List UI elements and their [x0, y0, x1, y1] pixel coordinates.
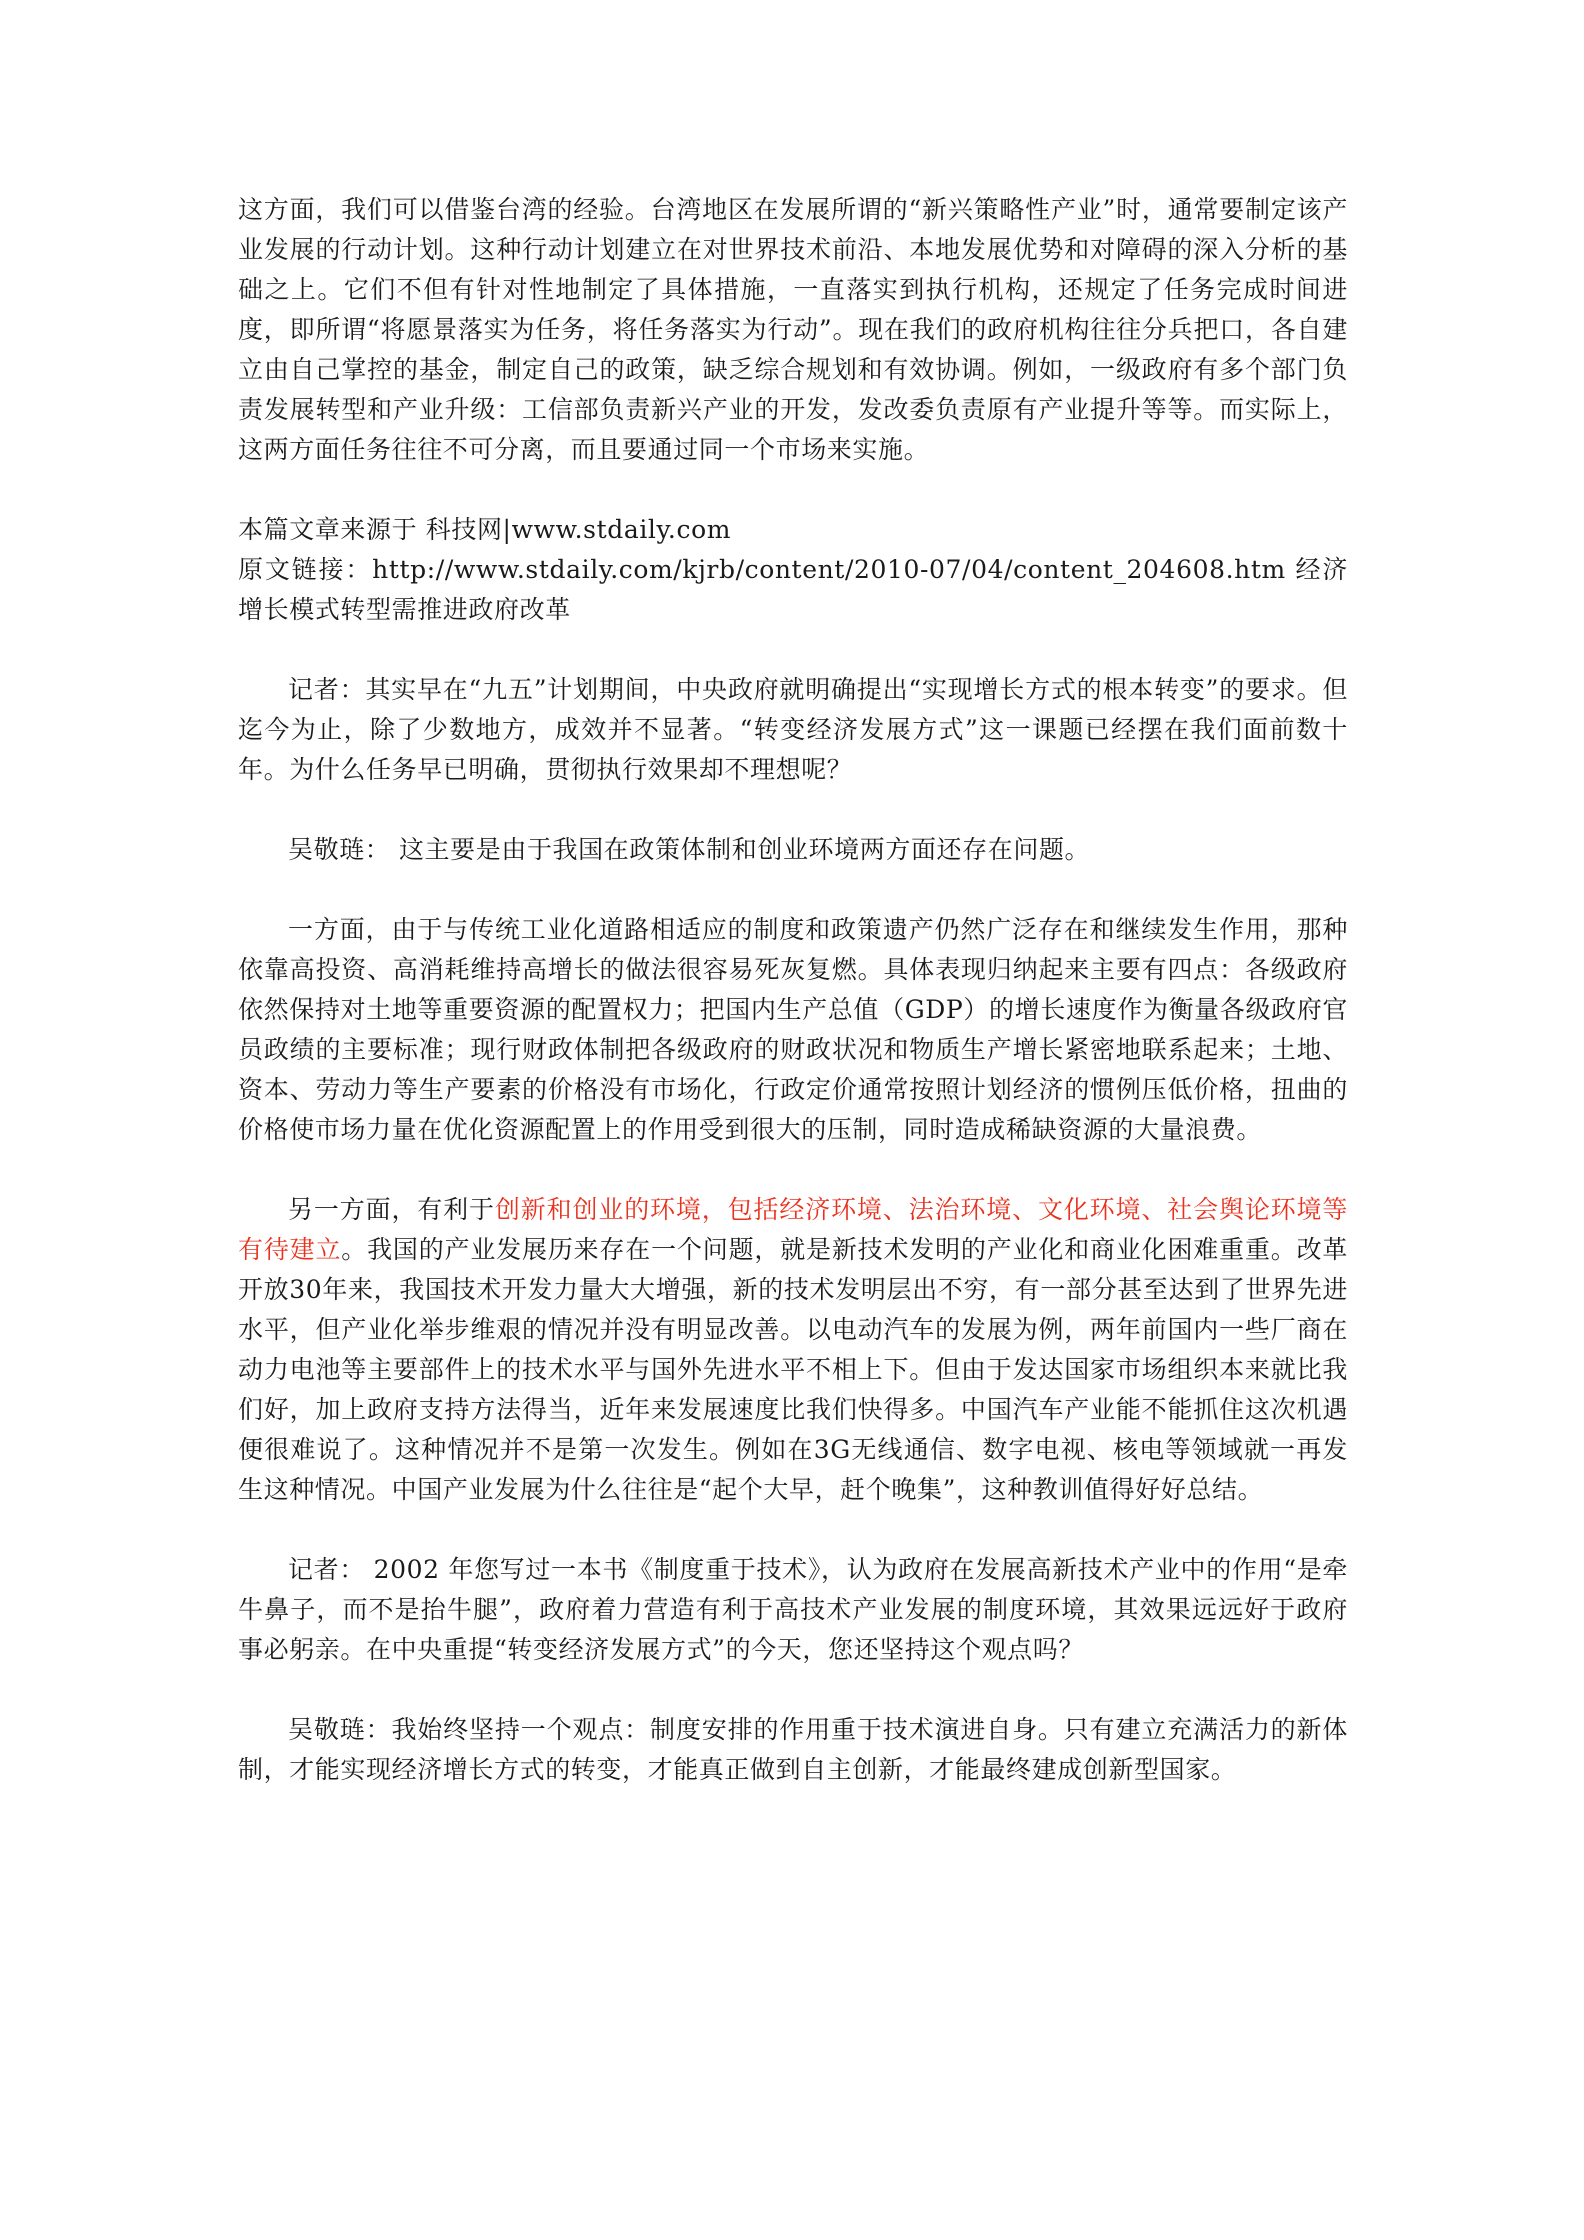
spacer [238, 790, 1348, 830]
document-page [238, 190, 1348, 1790]
highlighted-text: 创新和创业的环境，包括经济环境、法治环境、文化环境、社会舆论环境等有待建立 [238, 1195, 1348, 1264]
spacer [238, 870, 1348, 910]
paragraph-text-start: 另一方面，有利于 [288, 1195, 495, 1224]
spacer [238, 1510, 1348, 1550]
spacer [238, 470, 1348, 510]
paragraph-taiwan-experience: 这方面，我们可以借鉴台湾的经验。台湾地区在发展所谓的“新兴策略性产业”时，通常要制定该产业发展的行动计划。这种行动计划建立在对世界技术前沿、本地发展优势和对障碍的深入分析的基础之上。它们不但有针对性地制定了具体措施，一直落实到执行机构，还规定了任务完成时间进度，即所谓“将愿景落实为任务，将任务落实为行动”。现在我们的政府机构往往分兵把口，各自建立由自己掌控的基金，制定自己的政策，缺乏综合规划和有效协调。例如，一级政府有多个部门负责发展转型和产业升级：工信部负责新兴产业的开发，发改委负责原有产业提升等等。而实际上，这两方面任务往往不可分离，而且要通过同一个市场来实施。 [238, 195, 1348, 464]
spacer [238, 1670, 1348, 1710]
answer-1: 吴敬琏： 这主要是由于我国在政策体制和创业环境两方面还存在问题。 [288, 835, 1091, 864]
answer-2: 吴敬琏：我始终坚持一个观点：制度安排的作用重于技术演进自身。只有建立充满活力的新体制，才能实现经济增长方式的转变，才能真正做到自主创新，才能最终建成创新型国家。 [238, 1715, 1348, 1784]
paragraph-policy-legacy: 一方面，由于与传统工业化道路相适应的制度和政策遗产仍然广泛存在和继续发生作用，那种依靠高投资、高消耗维持高增长的做法很容易死灰复燃。具体表现归纳起来主要有四点：各级政府依然保持对土地等重要资源的配置权力；把国内生产总值（GDP）的增长速度作为衡量各级政府官员政绩的主要标准；现行财政体制把各级政府的财政状况和物质生产增长紧密地联系起来；土地、资本、劳动力等生产要素的价格没有市场化，行政定价通常按照计划经济的惯例压低价格，扭曲的价格使市场力量在优化资源配置上的作用受到很大的压制，同时造成稀缺资源的大量浪费。 [238, 915, 1348, 1144]
spacer [238, 1150, 1348, 1190]
reporter-question-1: 记者：其实早在“九五”计划期间，中央政府就明确提出“实现增长方式的根本转变”的要求。但迄今为止，除了少数地方，成效并不显著。“转变经济发展方式”这一课题已经摆在我们面前数十年。为什么任务早已明确，贯彻执行效果却不理想呢？ [238, 675, 1348, 784]
original-link-line[interactable]: 原文链接：http://www.stdaily.com/kjrb/content/2010-07/04/content_204608.htm 经济增长模式转型需推进政府改革 [238, 555, 1348, 624]
paragraph-innovation-environment [238, 1190, 1348, 1510]
reporter-question-2: 记者： 2002 年您写过一本书《制度重于技术》，认为政府在发展高新技术产业中的作用“是牵牛鼻子，而不是抬牛腿”，政府着力营造有利于高技术产业发展的制度环境，其效果远远好于政府事必躬亲。在中央重提“转变经济发展方式”的今天，您还坚持这个观点吗？ [238, 1555, 1348, 1664]
spacer [238, 630, 1348, 670]
paragraph-text-rest: 。我国的产业发展历来存在一个问题，就是新技术发明的产业化和商业化困难重重。改革开放30年来，我国技术开发力量大大增强，新的技术发明层出不穷，有一部分甚至达到了世界先进水平，但产业化举步维艰的情况并没有明显改善。以电动汽车的发展为例，两年前国内一些厂商在动力电池等主要部件上的技术水平与国外先进水平不相上下。但由于发达国家市场组织本来就比我们好，加上政府支持方法得当，近年来发展速度比我们快得多。中国汽车产业能不能抓住这次机遇便很难说了。这种情况并不是第一次发生。例如在3G无线通信、数字电视、核电等领域就一再发生这种情况。中国产业发展为什么往往是“起个大早，赶个晚集”，这种教训值得好好总结。 [238, 1235, 1348, 1504]
source-line: 本篇文章来源于 科技网|www.stdaily.com [238, 515, 732, 544]
